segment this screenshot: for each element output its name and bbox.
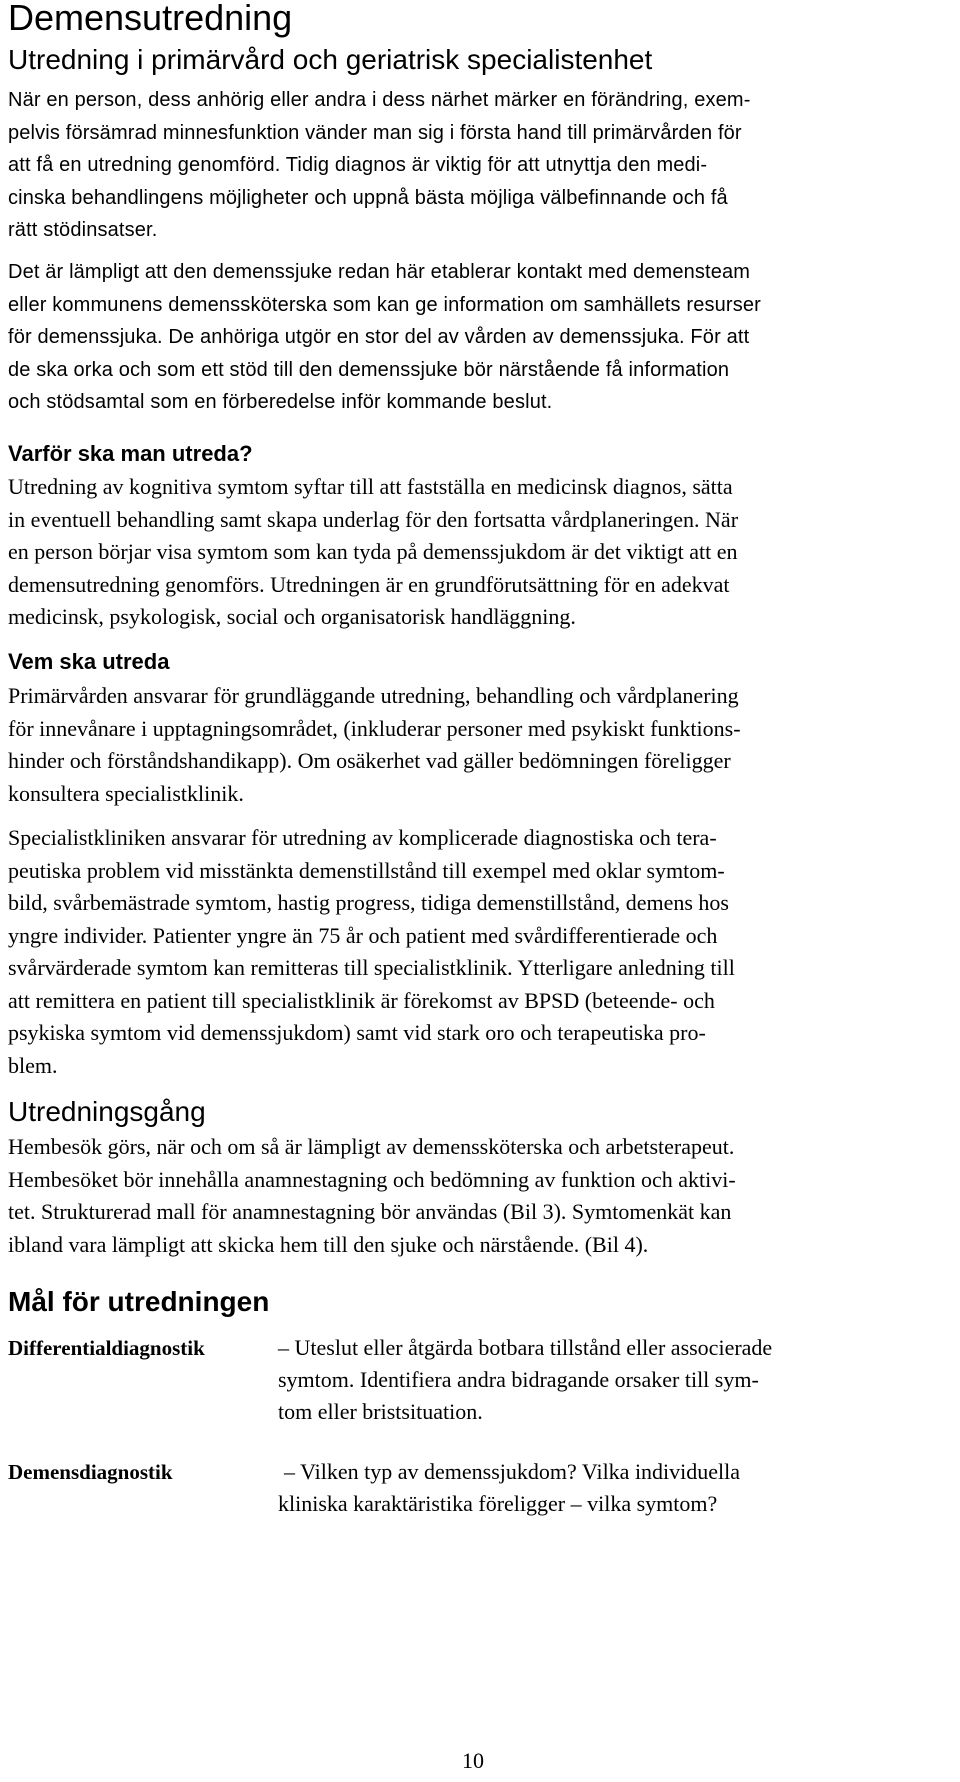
document-subtitle: Utredning i primärvård och geriatrisk specialistenhet [8,44,653,75]
text-line: de ska orka och som ett stöd till den demenssjuke bör närstående få information [8,358,730,381]
text-line: hinder och förståndshandikapp). Om osäkerhet vad gäller bedömningen föreligger [8,748,731,773]
text-line: pelvis försämrad minnesfunktion vänder man sig i första hand till primärvården för [8,121,742,144]
text-line: medicinsk, psykologisk, social och organisatorisk handläggning. [8,604,576,629]
section-heading-who: Vem ska utreda [8,649,170,674]
text-line: att få en utredning genomförd. Tidig diagnos är viktig för att utnyttja den medi- [8,154,708,176]
section-heading-goals: Mål för utredningen [8,1286,270,1317]
process-paragraph [8,1131,953,1261]
text-line: en person börjar visa symtom som kan tyda på demenssjukdom är det viktigt att en [8,539,738,564]
text-line: demensutredning genomförs. Utredningen är en grundförutsättning för en adekvat [8,571,730,597]
why-paragraph [8,471,953,634]
goal-definition-dementia [278,1456,740,1520]
text-line: Det är lämpligt att den demenssjuke redan här etablerar kontakt med demensteam [8,261,751,283]
text-line: När en person, dess anhörig eller andra i dess närhet märker en förändring, exem- [8,89,751,111]
text-line: att remittera en patient till specialistklinik är förekomst av BPSD (beteende- och [8,987,715,1013]
text-line: yngre individer. Patienter yngre än 75 år och patient med svårdifferentierade och [8,922,718,948]
page-number: 10 [462,1748,484,1773]
text-line: blem. [8,1052,58,1078]
text-line: bild, svårbemästrade symtom, hastig progress, tidiga demenstillstånd, demens hos [8,890,729,915]
section-heading-process: Utredningsgång [8,1096,206,1127]
text-line: eller kommunens demenssköterska som kan ge information om samhällets resurser [8,293,761,316]
dementia-team-paragraph [8,256,953,419]
text-line: konsultera specialistklinik. [8,780,244,806]
intro-paragraph [8,84,953,247]
text-line: rätt stödinsatser. [8,219,158,241]
text-line: ibland vara lämpligt att skicka hem till den sjuke och närstående. (Bil 4). [8,1231,649,1257]
text-line: Primärvården ansvarar för grundläggande utredning, behandling och vårdplanering [8,683,739,708]
text-line: cinska behandlingens möjligheter och uppnå bästa möjliga välbefinnande och få [8,186,728,209]
document-title: Demensutredning [8,0,293,38]
text-line: Hembesök görs, när och om så är lämpligt av demenssköterska och arbetsterapeut. [8,1134,735,1159]
text-line: för innevånare i upptagningsområdet, (inkluderar personer med psykiskt funktions- [8,715,741,741]
section-heading-why: Varför ska man utreda? [8,441,253,466]
text-line: Hembesöket bör innehålla anamnestagning och bedömning av funktion och aktivi- [8,1166,736,1192]
goal-definition-differential [278,1332,772,1428]
text-line: tom eller bristsituation. [278,1399,483,1424]
specialist-clinic-paragraph [8,822,953,1082]
text-line: tet. Strukturerad mall för anamnestagning bör användas (Bil 3). Symtomenkät kan [8,1199,732,1224]
goal-term-dementia: Demensdiagnostik [8,1460,173,1484]
text-line: psykiska symtom vid demenssjukdom) samt vid stark oro och terapeutiska pro- [8,1020,706,1045]
text-line: svårvärderade symtom kan remitteras till specialistklinik. Ytterligare anledning till [8,955,735,980]
text-line: symtom. Identifiera andra bidragande orsaker till sym- [278,1367,759,1392]
text-line: – Vilken typ av demenssjukdom? Vilka individuella [284,1459,741,1484]
primary-care-paragraph [8,680,953,810]
text-line: peutiska problem vid misstänkta demenstillstånd till exempel med oklar symtom- [8,857,725,883]
text-line: och stödsamtal som en förberedelse inför kommande beslut. [8,391,553,413]
goal-term-differential: Differentialdiagnostik [8,1336,205,1360]
text-line: Utredning av kognitiva symtom syftar till att fastställa en medicinsk diagnos, sätta [8,474,733,499]
text-line: – Uteslut eller åtgärda botbara tillstånd eller associerade [278,1335,773,1360]
text-line: Specialistkliniken ansvarar för utredning av komplicerade diagnostiska och tera- [8,825,717,850]
text-line: för demenssjuka. De anhöriga utgör en stor del av vården av demenssjuka. För att [8,326,750,348]
text-line: in eventuell behandling samt skapa underlag för den fortsatta vårdplaneringen. När [8,506,739,532]
text-line: kliniska karaktäristika föreligger – vilka symtom? [278,1491,718,1516]
